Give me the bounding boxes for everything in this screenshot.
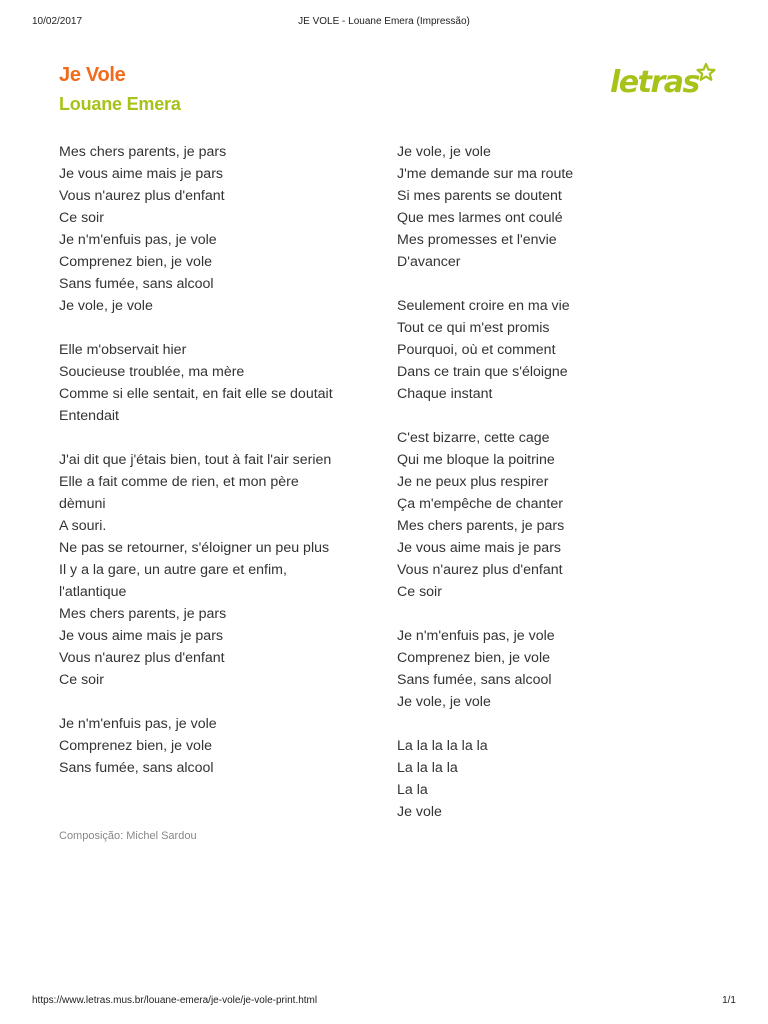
lyric-line: dèmuni [59, 496, 106, 512]
lyric-line: Je vous aime mais je pars [59, 628, 224, 644]
lyric-line: C'est bizarre, cette cage [397, 430, 550, 446]
print-url: https://www.letras.mus.br/louane-emera/je-vole/je-vole-print.html [32, 995, 318, 1006]
lyric-line: La la la la [397, 760, 458, 776]
lyric-line: Mes promesses et l'envie [397, 232, 557, 248]
lyric-line: J'ai dit que j'étais bien, tout à fait l'air serien [59, 452, 332, 468]
composer-credit: Composição: Michel Sardou [59, 830, 197, 842]
lyric-line: Je vole, je vole [397, 694, 491, 710]
lyric-line: Tout ce qui m'est promis [397, 320, 550, 336]
lyric-line: Chaque instant [397, 386, 493, 402]
lyrics-column-left [59, 141, 389, 801]
lyric-line: J'me demande sur ma route [397, 166, 574, 182]
lyric-line: Comprenez bien, je vole [397, 650, 550, 666]
lyric-line: Vous n'aurez plus d'enfant [59, 650, 225, 666]
lyric-line: Que mes larmes ont coulé [397, 210, 563, 226]
lyric-line: Je ne peux plus respirer [397, 474, 549, 490]
lyric-line: Elle m'observait hier [59, 342, 187, 358]
lyric-line: Je n'm'enfuis pas, je vole [59, 716, 217, 732]
letras-logo [608, 58, 718, 102]
lyric-line: Sans fumée, sans alcool [397, 672, 552, 688]
lyric-line: Il y a la gare, un autre gare et enfim, [59, 562, 287, 578]
lyric-line: Je n'm'enfuis pas, je vole [59, 232, 217, 248]
lyrics-stanza [397, 295, 727, 405]
lyric-line: Ne pas se retourner, s'éloigner un peu plus [59, 540, 330, 556]
lyrics-column-right [397, 141, 727, 845]
lyrics-stanza [59, 141, 389, 317]
lyric-line: Sans fumée, sans alcool [59, 760, 214, 776]
lyric-line: Vous n'aurez plus d'enfant [397, 562, 563, 578]
lyric-line: Si mes parents se doutent [397, 188, 562, 204]
song-title: Je Vole [59, 64, 126, 86]
lyrics-stanza [397, 141, 727, 273]
lyric-line: Je vole, je vole [59, 298, 153, 314]
logo-text: letras [610, 65, 699, 100]
lyric-line: Je n'm'enfuis pas, je vole [397, 628, 555, 644]
lyrics-stanza [397, 427, 727, 603]
lyric-line: Ce soir [59, 210, 104, 226]
lyric-line: Comprenez bien, je vole [59, 738, 212, 754]
lyric-line: Mes chers parents, je pars [397, 518, 565, 534]
lyric-line: Pourquoi, où et comment [397, 342, 556, 358]
print-page-title: JE VOLE - Louane Emera (Impressão) [298, 16, 470, 27]
lyric-line: Entendait [59, 408, 119, 424]
lyric-line: Je vous aime mais je pars [397, 540, 562, 556]
artist-name: Louane Emera [59, 94, 181, 114]
print-footer [0, 995, 768, 1009]
lyric-line: Je vous aime mais je pars [59, 166, 224, 182]
page-count: 1/1 [722, 995, 736, 1006]
lyric-line: Ça m'empêche de chanter [397, 496, 563, 512]
lyric-line: Ce soir [59, 672, 104, 688]
print-date: 10/02/2017 [32, 16, 83, 27]
lyric-line: Mes chers parents, je pars [59, 606, 227, 622]
print-header [0, 16, 768, 30]
lyric-line: Seulement croire en ma vie [397, 298, 570, 314]
lyrics-stanza [397, 625, 727, 713]
lyric-line: Ce soir [397, 584, 442, 600]
lyric-line: Je vole [397, 804, 442, 820]
star-icon [698, 64, 715, 80]
lyric-line: Soucieuse troublée, ma mère [59, 364, 245, 380]
lyric-line: Mes chers parents, je pars [59, 144, 227, 160]
lyric-line: Sans fumée, sans alcool [59, 276, 214, 292]
lyric-line: A souri. [59, 518, 107, 534]
lyric-line: Dans ce train que s'éloigne [397, 364, 568, 380]
lyric-line: La la la la la la [397, 738, 488, 754]
lyric-line: D'avancer [397, 254, 461, 270]
lyric-line: l'atlantique [59, 584, 127, 600]
lyric-line: Comme si elle sentait, en fait elle se doutait [59, 386, 333, 402]
lyrics-stanza [59, 339, 389, 427]
lyric-line: Elle a fait comme de rien, et mon père [59, 474, 299, 490]
lyric-line: Vous n'aurez plus d'enfant [59, 188, 225, 204]
lyric-line: La la [397, 782, 428, 798]
lyrics-stanza [59, 449, 389, 691]
lyric-line: Comprenez bien, je vole [59, 254, 212, 270]
lyrics-stanza [397, 735, 727, 823]
lyric-line: Qui me bloque la poitrine [397, 452, 555, 468]
lyrics-stanza [59, 713, 389, 779]
lyric-line: Je vole, je vole [397, 144, 491, 160]
